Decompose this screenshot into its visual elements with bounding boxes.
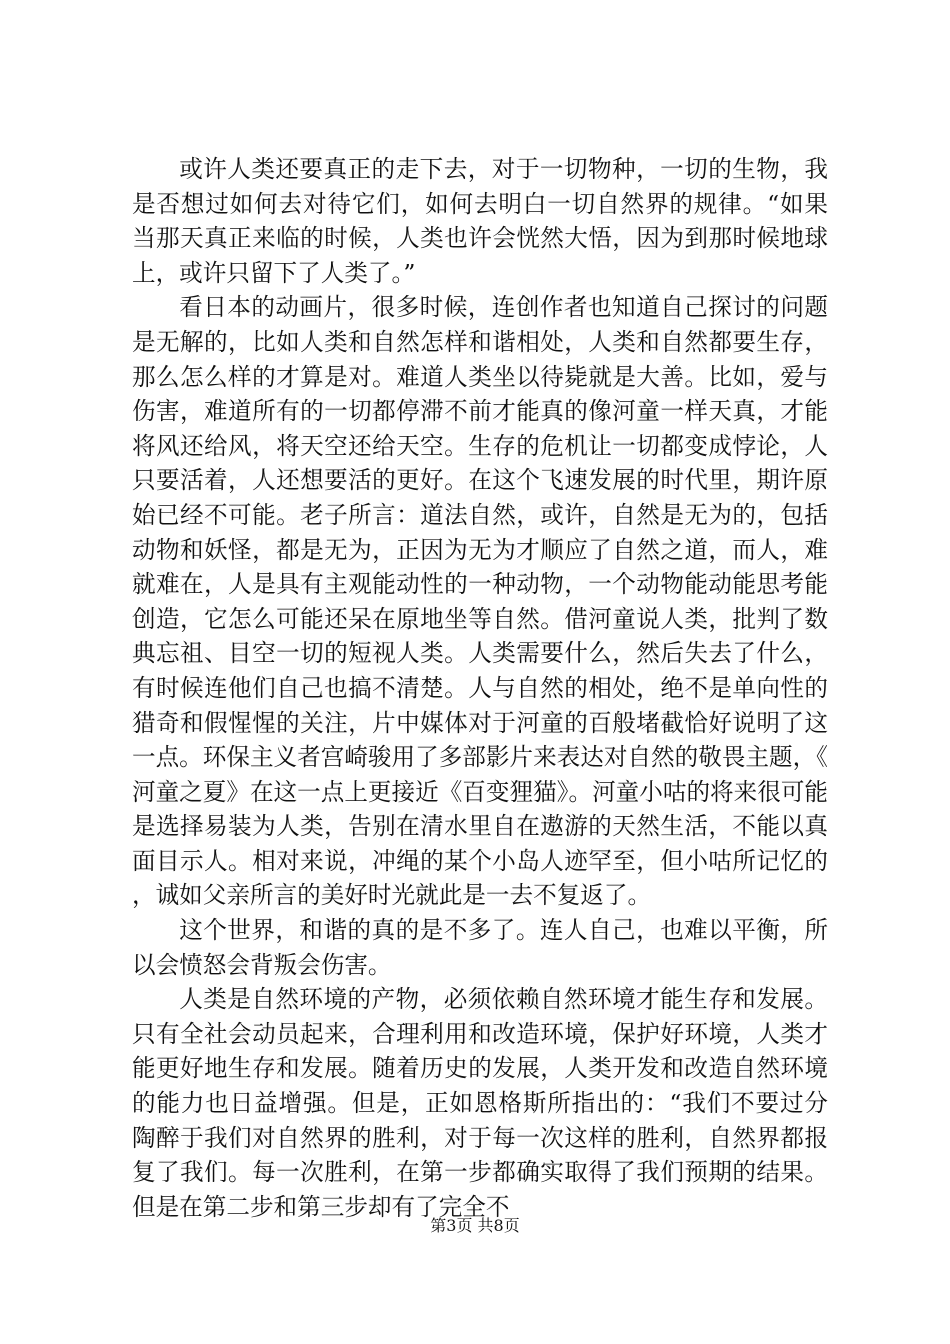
paragraph-2: 看日本的动画片，很多时候，连创作者也知道自己探讨的问题是无解的，比如人类和自然怎样和谐相处，人类和自然都要生存，那么怎么样的才算是对。难道人类坐以待毙就是大善。比如，爱与伤害，难道所有的一切都停滞不前才能真的像河童一样天真，才能将风还给风，将天空还给天空。生存的危机让一切都变成悖论，人只要活着，人还想要活的更好。在这个飞速发展的时代里，期许原始已经不可能。老子所言：道法自然，或许，自然是无为的，包括动物和妖怪，都是无为，正因为无为才顺应了自然之道，而人，难就难在，人是具有主观能动性的一种动物，一个动物能动能思考能创造，它怎么可能还呆在原地坐等自然。借河童说人类，批判了数典忘祖、目空一切的短视人类。人类需要什么，然后失去了什么，有时候连他们自己也搞不清楚。人与自然的相处，绝不是单向性的猎奇和假惺惺的关注，片中媒体对于河童的百般堵截恰好说明了这一点。环保主义者宫崎骏用了多部影片来表达对自然的敬畏主题，《河童之夏》在这一点上更接近《百变狸猫》。河童小咕的将来很可能是选择易装为人类，告别在清水里自在遨游的天然生活，不能以真面目示人。相对来说，冲绳的某个小岛人迹罕至，但小咕所记忆的，诚如父亲所言的美好时光就此是一去不复返了。 (132, 293, 829, 910)
document-body (132, 152, 828, 1224)
paragraph-4: 人类是自然环境的产物，必须依赖自然环境才能生存和发展。只有全社会动员起来，合理利用和改造环境，保护好环境，人类才能更好地生存和发展。随着历史的发展，人类开发和改造自然环境的能力也日益增强。但是，正如恩格斯所指出的：“我们不要过分陶醉于我们对自然界的胜利，对于每一次这样的胜利，自然界都报复了我们。每一次胜利，在第一步都确实取得了我们预期的结果。但是在第二步和第三步却有了完全不 (132, 985, 828, 1221)
paragraph-3: 这个世界，和谐的真的是不多了。连人自己，也难以平衡，所以会愤怒会背叛会伤害。 (132, 916, 828, 979)
page-number-footer: 第3页 共8页 (430, 1216, 520, 1235)
paragraph-1: 或许人类还要真正的走下去，对于一切物种，一切的生物，我是否想过如何去对待它们，如何去明白一切自然界的规律。“如果当那天真正来临的时候，人类也许会恍然大悟，因为到那时候地球上，或许只留下了人类了。” (132, 155, 828, 287)
